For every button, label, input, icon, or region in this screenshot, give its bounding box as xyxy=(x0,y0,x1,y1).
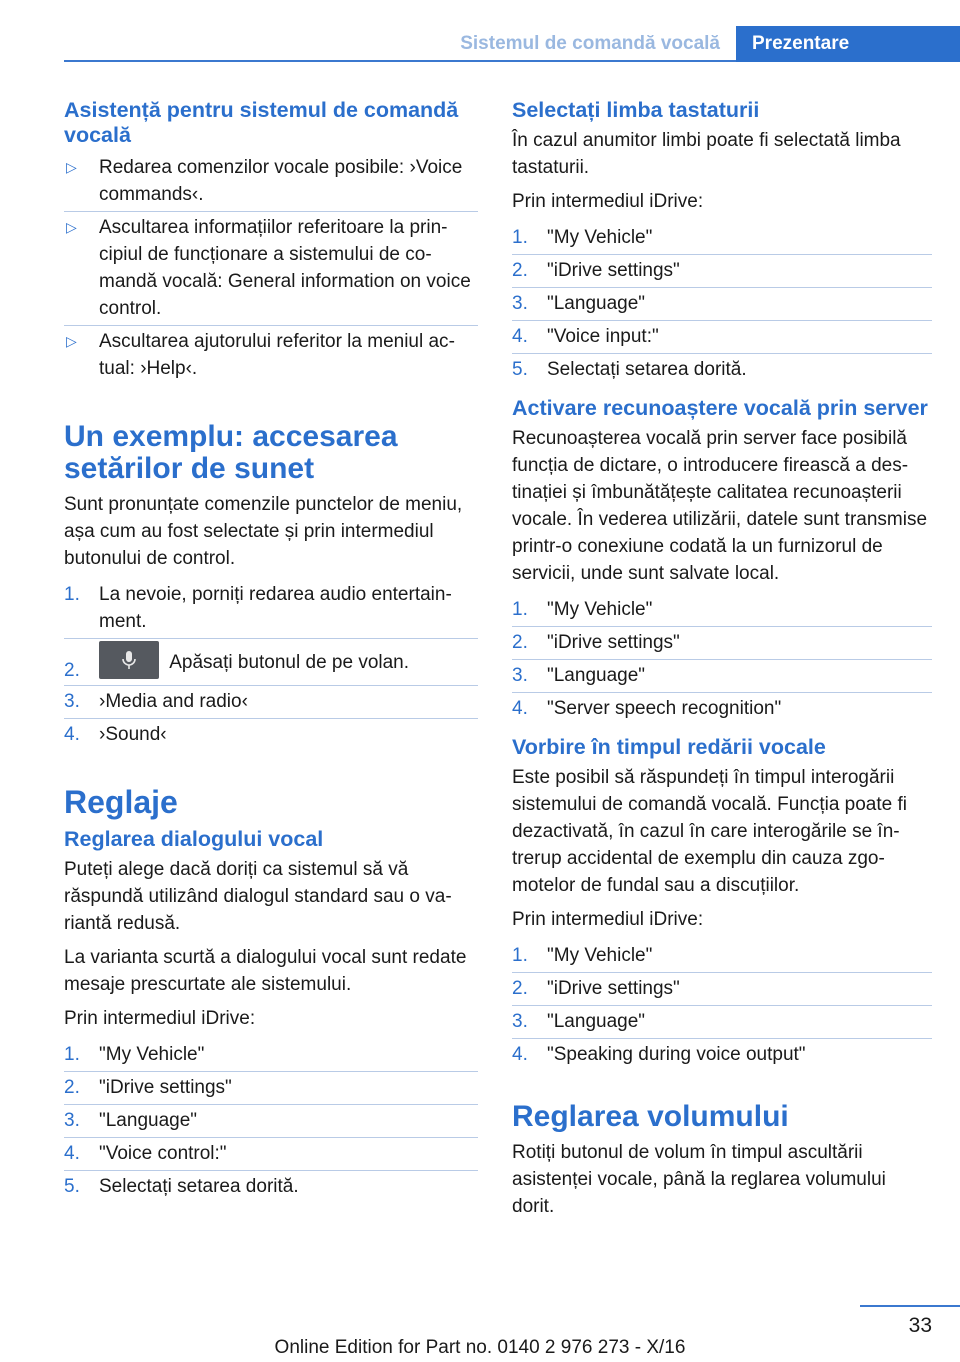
list-item: 4. "Voice control:" xyxy=(64,1138,478,1171)
triangle-bullet-icon: ▷ xyxy=(66,219,77,235)
page-number-rule xyxy=(860,1305,960,1307)
list-item: 1. "My Vehicle" xyxy=(64,1039,478,1072)
right-column xyxy=(512,98,932,1227)
volume-text: Rotiți butonul de volum în timpul ascultării asistenței vocale, până la reglarea volumului dorit. xyxy=(512,1142,886,1217)
server-text: Recunoașterea vocală prin server face posibilă funcția de dictare, o introducere firească a destinației și îmbunătățește calitatea recunoașterii vocale. În vederea utilizării, datele sunt transmise printr-o conexiune codată la un furnizorul de servicii, unde sunt salvate local. xyxy=(512,428,928,584)
list-item: 1. "My Vehicle" xyxy=(512,594,932,627)
list-item: 3. ›Media and radio‹ xyxy=(64,686,478,719)
dialog-steps xyxy=(64,1039,478,1203)
speak-heading: Vorbire în timpul redării vocale xyxy=(512,735,826,759)
list-item: 4. ›Sound‹ xyxy=(64,724,167,745)
list-item: ▷ Redarea comenzilor vocale posibile: ›Voice commands‹. xyxy=(64,152,478,212)
keyboard-steps xyxy=(512,222,932,386)
list-item: 3. "Language" xyxy=(512,660,932,693)
assist-heading: Asistență pentru sistemul de comandă vocală xyxy=(64,98,459,147)
list-item: 2. "iDrive settings" xyxy=(512,255,932,288)
list-item: 2. "iDrive settings" xyxy=(64,1072,478,1105)
dialog-text-1: Puteți alege dacă doriți ca sistemul să vă răspundă utilizând dialogul standard sau o variantă redusă. xyxy=(64,859,452,934)
footer-edition: Online Edition for Part no. 0140 2 976 273 - X/16 xyxy=(274,1337,686,1358)
left-column xyxy=(64,98,478,1203)
speak-text-2: Prin intermediul iDrive: xyxy=(512,909,704,930)
keyboard-text-1: În cazul anumitor limbi poate fi selectată limba tastaturii. xyxy=(512,130,901,178)
header-section-title: Sistemul de comandă vocală xyxy=(460,33,720,54)
server-heading: Activare recunoaștere vocală prin server xyxy=(512,396,928,420)
list-item: 1. "My Vehicle" xyxy=(512,940,932,973)
microphone-icon xyxy=(99,641,159,679)
list-item: ▷ Ascultarea informațiilor referitoare la principiul de funcționare a sistemului de comandă vocală: General information on voice control. xyxy=(64,212,478,326)
list-item: 4. "Voice input:" xyxy=(512,321,932,354)
list-item: 2. Apăsați butonul de pe volan. xyxy=(64,639,478,686)
example-heading: Un exemplu: accesarea setărilor de sunet xyxy=(64,420,398,485)
example-steps xyxy=(64,579,478,751)
list-item: 2. "iDrive settings" xyxy=(512,627,932,660)
list-item: 5. Selectați setarea dorită. xyxy=(512,359,747,380)
list-item: ▷ Ascultarea ajutorului referitor la meniul actual: ›Help‹. xyxy=(64,326,478,385)
assist-list xyxy=(64,152,478,385)
keyboard-heading: Selectați limba tastaturii xyxy=(512,98,760,122)
header-rule xyxy=(64,60,736,62)
list-item: 2. "iDrive settings" xyxy=(512,973,932,1006)
page-number: 33 xyxy=(908,1314,932,1337)
list-item: 3. "Language" xyxy=(64,1105,478,1138)
dialog-text-2: La varianta scurtă a dialogului vocal sunt redate mesaje prescurtate ale sistemului. xyxy=(64,947,467,995)
list-item: 3. "Language" xyxy=(512,1006,932,1039)
server-steps xyxy=(512,594,932,725)
example-text: Sunt pronunțate comenzile punctelor de meniu, așa cum au fost selectate și prin intermediul butonului de control. xyxy=(64,494,463,569)
header-chapter-tab: Prezentare xyxy=(736,26,960,62)
list-item: 5. Selectați setarea dorită. xyxy=(64,1176,299,1197)
triangle-bullet-icon: ▷ xyxy=(66,333,77,349)
volume-heading: Reglarea volumului xyxy=(512,1100,789,1133)
speak-text-1: Este posibil să răspundeți în timpul interogării sistemului de comandă vocală. Funcția poate fi dezactivată, în cazul în care interogările se întrerup accidental de exemplu din cauza zgomotelor de fundal sau a discuțiilor. xyxy=(512,767,907,896)
list-item: 3. "Language" xyxy=(512,288,932,321)
list-item: 1. "My Vehicle" xyxy=(512,222,932,255)
keyboard-text-2: Prin intermediul iDrive: xyxy=(512,191,704,212)
triangle-bullet-icon: ▷ xyxy=(66,159,77,175)
list-item: 4. "Speaking during voice output" xyxy=(512,1044,806,1065)
list-item: 4. "Server speech recognition" xyxy=(512,698,782,719)
settings-heading: Reglaje xyxy=(64,784,178,820)
dialog-heading: Reglarea dialogului vocal xyxy=(64,827,324,851)
list-item: 1. La nevoie, porniți redarea audio entertainment. xyxy=(64,579,478,639)
speak-steps xyxy=(512,940,932,1071)
dialog-text-3: Prin intermediul iDrive: xyxy=(64,1008,256,1029)
